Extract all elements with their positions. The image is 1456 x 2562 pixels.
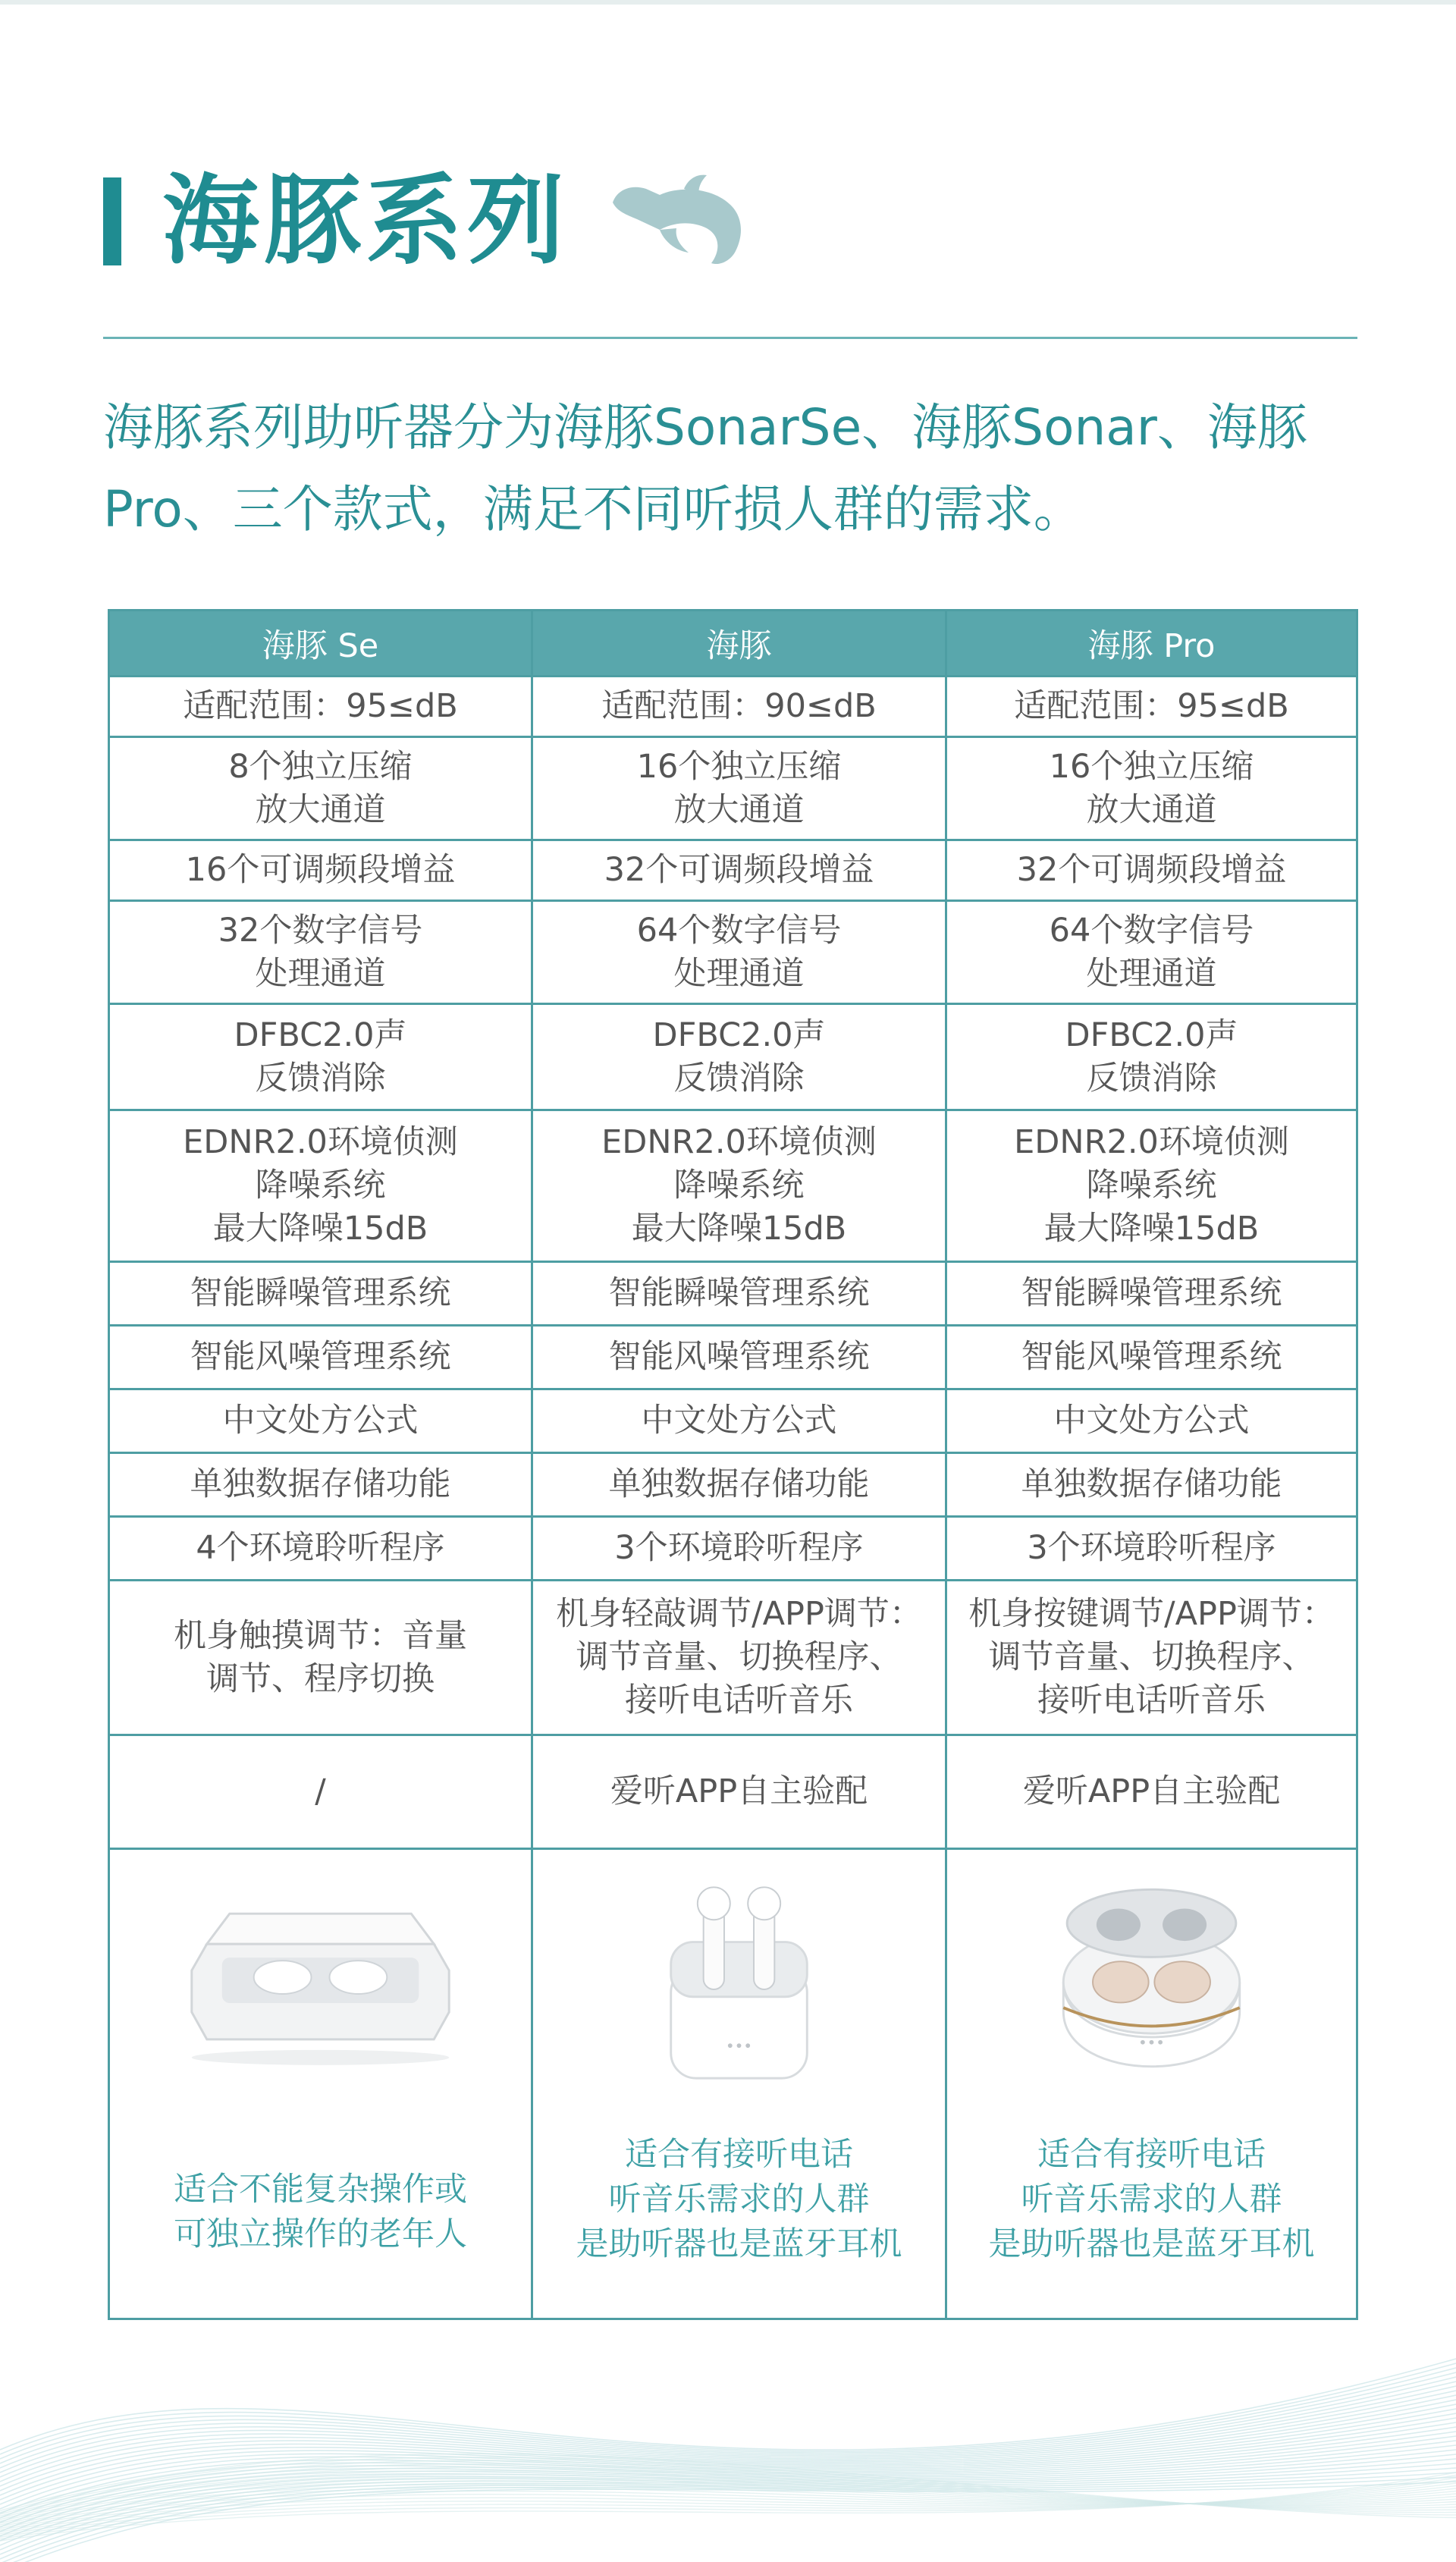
- cell-line: 调节音量、切换程序、: [576, 1638, 902, 1676]
- cell-line: 处理通道: [1086, 954, 1217, 993]
- table-cell: [109, 1326, 532, 1389]
- table-cell: [109, 1581, 532, 1735]
- table-row: [109, 1262, 1357, 1326]
- note-line: 是助听器也是蓝牙耳机: [988, 2225, 1315, 2263]
- table-cell: [946, 1262, 1357, 1326]
- cell-line: DFBC2.0声: [652, 1016, 826, 1054]
- table-cell: [109, 677, 532, 737]
- cell-line: 最大降噪15dB: [631, 1210, 847, 1248]
- cell-line: 4个环境聆听程序: [196, 1529, 445, 1567]
- cell-line: 接听电话听音乐: [625, 1681, 853, 1719]
- cell-line: 反馈消除: [673, 1059, 805, 1097]
- table-cell: [946, 840, 1357, 901]
- table-cell: [109, 1262, 532, 1326]
- table-cell: [532, 1581, 946, 1735]
- intro-text: 海豚系列助听器分为海豚SonarSe、海豚Sonar、海豚Pro、三个款式，满足不同听损人群的需求。: [103, 398, 1307, 538]
- title-accent-bar: [103, 177, 121, 265]
- table-cell: [946, 1389, 1357, 1453]
- cell-line: 中文处方公式: [1053, 1402, 1250, 1440]
- cell-line: 最大降噪15dB: [212, 1210, 428, 1248]
- cell-line: /: [315, 1772, 326, 1810]
- cell-line: 3个环境聆听程序: [614, 1529, 864, 1567]
- cell-line: 反馈消除: [1086, 1059, 1217, 1097]
- table-cell: [109, 840, 532, 901]
- cell-line: 处理通道: [673, 954, 805, 993]
- cell-line: 适配范围：95≤dB: [183, 687, 458, 725]
- cell-line: 降噪系统: [1086, 1166, 1217, 1204]
- table-cell: [946, 1517, 1357, 1581]
- table-cell: [532, 1262, 946, 1326]
- table-cell: [946, 737, 1357, 840]
- note-line: 听音乐需求的人群: [1021, 2181, 1282, 2218]
- table-cell: [532, 1326, 946, 1389]
- cell-line: 降噪系统: [255, 1166, 386, 1204]
- table-row: [109, 677, 1357, 737]
- table-cell: [532, 840, 946, 901]
- product-image-pro: [953, 1868, 1350, 2111]
- note-line: 适合有接听电话: [625, 2136, 853, 2174]
- table-cell: [946, 1581, 1357, 1735]
- cell-line: 最大降噪15dB: [1043, 1210, 1260, 1248]
- table-cell: [946, 1326, 1357, 1389]
- cell-line: 16个可调频段增益: [185, 851, 456, 889]
- note-line: 可独立操作的老年人: [174, 2215, 467, 2253]
- cell-line: 32个可调频段增益: [1016, 851, 1287, 889]
- cell-line: 8个独立压缩: [228, 747, 413, 786]
- cell-line: EDNR2.0环境侦测: [1014, 1123, 1289, 1161]
- table-cell: [532, 1004, 946, 1110]
- table-header-row: [109, 611, 1357, 677]
- cell-line: 反馈消除: [255, 1059, 386, 1097]
- comparison-table: [108, 609, 1358, 2320]
- table-row: [109, 737, 1357, 840]
- page-title-block: [103, 161, 751, 282]
- table-cell: [109, 901, 532, 1004]
- table-cell: [109, 1453, 532, 1517]
- table-cell: [532, 1453, 946, 1517]
- dolphin-icon: [607, 172, 751, 271]
- table-cell: [109, 1389, 532, 1453]
- table-cell: [109, 737, 532, 840]
- cell-line: 适配范围：90≤dB: [601, 687, 877, 725]
- column-header: 海豚: [532, 611, 946, 677]
- cell-line: 处理通道: [255, 954, 386, 993]
- table-cell: [109, 1110, 532, 1262]
- decorative-waves: [0, 2222, 1456, 2562]
- cell-line: 智能风噪管理系统: [608, 1338, 870, 1376]
- table-cell: [946, 1004, 1357, 1110]
- cell-line: 爱听APP自主验配: [1022, 1772, 1281, 1810]
- cell-line: 机身触摸调节：音量: [174, 1616, 467, 1655]
- table-row: [109, 1735, 1357, 1849]
- table-row: [109, 1004, 1357, 1110]
- note-line: 是助听器也是蓝牙耳机: [576, 2225, 902, 2263]
- cell-line: 智能瞬噪管理系统: [1021, 1274, 1282, 1312]
- cell-line: 32个数字信号: [218, 911, 423, 950]
- table-cell: [532, 737, 946, 840]
- table-cell: [532, 1389, 946, 1453]
- cell-line: 智能瞬噪管理系统: [190, 1274, 451, 1312]
- table-row: [109, 1326, 1357, 1389]
- top-band: [0, 0, 1456, 5]
- table-cell: [532, 1735, 946, 1849]
- cell-line: 16个独立压缩: [636, 747, 842, 786]
- table-cell: [946, 901, 1357, 1004]
- cell-line: DFBC2.0声: [1065, 1016, 1238, 1054]
- table-row: [109, 901, 1357, 1004]
- cell-line: 放大通道: [673, 790, 805, 829]
- table-cell: [946, 677, 1357, 737]
- cell-line: 64个数字信号: [636, 911, 842, 950]
- cell-line: 爱听APP自主验配: [610, 1772, 868, 1810]
- table-row: [109, 1453, 1357, 1517]
- table-cell: [532, 1517, 946, 1581]
- cell-line: 放大通道: [255, 790, 386, 829]
- cell-line: 放大通道: [1086, 790, 1217, 829]
- cell-line: EDNR2.0环境侦测: [183, 1123, 458, 1161]
- cell-line: 接听电话听音乐: [1037, 1681, 1266, 1719]
- table-cell: [532, 1110, 946, 1262]
- title-divider: [103, 337, 1357, 339]
- table-cell: [109, 1735, 532, 1849]
- product-image-sonar: [539, 1868, 939, 2111]
- note-line: 听音乐需求的人群: [608, 2181, 870, 2218]
- cell-line: 单独数据存储功能: [190, 1465, 451, 1503]
- table-cell: [946, 1110, 1357, 1262]
- cell-line: 中文处方公式: [641, 1402, 837, 1440]
- table-cell: [532, 901, 946, 1004]
- cell-line: 16个独立压缩: [1049, 747, 1254, 786]
- cell-line: DFBC2.0声: [234, 1016, 407, 1054]
- page-title: 海豚系列: [162, 165, 570, 278]
- cell-line: 机身轻敲调节/APP调节：: [556, 1595, 922, 1633]
- cell-line: EDNR2.0环境侦测: [601, 1123, 877, 1161]
- cell-line: 单独数据存储功能: [608, 1465, 870, 1503]
- cell-line: 32个可调频段增益: [604, 851, 874, 889]
- table-row: [109, 1581, 1357, 1735]
- cell-line: 智能风噪管理系统: [1021, 1338, 1282, 1376]
- cell-line: 适配范围：95≤dB: [1014, 687, 1289, 725]
- table-cell: [109, 1004, 532, 1110]
- cell-line: 智能瞬噪管理系统: [608, 1274, 870, 1312]
- cell-line: 单独数据存储功能: [1021, 1465, 1282, 1503]
- cell-line: 智能风噪管理系统: [190, 1338, 451, 1376]
- cell-line: 调节、程序切换: [206, 1659, 435, 1698]
- table-cell: [946, 1735, 1357, 1849]
- table-row: [109, 840, 1357, 901]
- table-cell: [532, 677, 946, 737]
- table-row: [109, 1110, 1357, 1262]
- column-header: 海豚 Pro: [946, 611, 1357, 677]
- product-image-se: [116, 1868, 525, 2111]
- cell-line: 3个环境聆听程序: [1027, 1529, 1276, 1567]
- cell-line: 调节音量、切换程序、: [988, 1638, 1315, 1676]
- table-cell: [109, 1517, 532, 1581]
- table-row: [109, 1389, 1357, 1453]
- cell-line: 中文处方公式: [222, 1402, 419, 1440]
- cell-line: 64个数字信号: [1049, 911, 1254, 950]
- column-header: 海豚 Se: [109, 611, 532, 677]
- table-cell: [946, 1453, 1357, 1517]
- note-line: 适合不能复杂操作或: [174, 2171, 467, 2209]
- table-row: [109, 1517, 1357, 1581]
- cell-line: 机身按键调节/APP调节：: [968, 1595, 1335, 1633]
- cell-line: 降噪系统: [673, 1166, 805, 1204]
- note-line: 适合有接听电话: [1037, 2136, 1266, 2174]
